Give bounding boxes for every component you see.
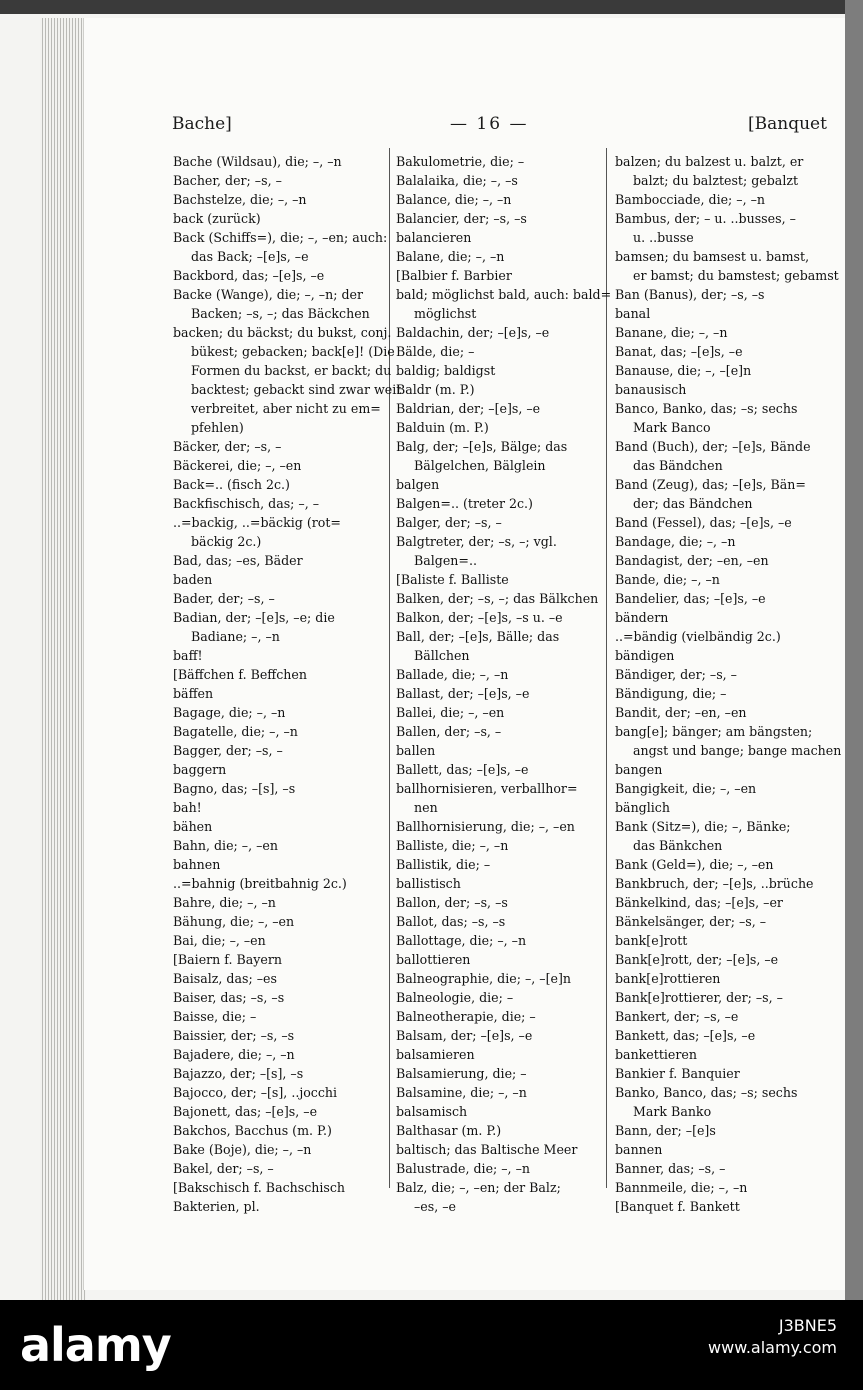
dictionary-entry: Banat, das; –[e]s, –e (615, 344, 743, 359)
dictionary-entry: banausisch (615, 382, 687, 397)
dictionary-entry: baltisch; das Baltische Meer (396, 1142, 578, 1157)
entry-continuation: –es, –e (414, 1199, 456, 1214)
dictionary-entry: Banause, die; –, –[e]n (615, 363, 752, 378)
entry-continuation: Badiane; –, –n (191, 629, 280, 644)
dictionary-entry: Bäckerei, die; –, –en (173, 458, 302, 473)
dictionary-entry: Bakterien, pl. (173, 1199, 260, 1214)
dictionary-entry: Backe (Wange), die; –, –n; der (173, 287, 364, 302)
entry-continuation: bükest; gebacken; back[e]! (Die (191, 344, 395, 359)
dictionary-entry: Bad, das; –es, Bäder (173, 553, 303, 568)
dictionary-entry: Bank (Sitz=), die; –, Bänke; (615, 819, 791, 834)
entry-continuation: Balgen=.. (414, 553, 477, 568)
dictionary-entry: [Bakschisch f. Bachschisch (173, 1180, 346, 1195)
dictionary-entry: Balsam, der; –[e]s, –e (396, 1028, 533, 1043)
dictionary-entry: [Banquet f. Bankett (615, 1199, 740, 1214)
dictionary-entry: bah! (173, 800, 202, 815)
dictionary-entry: Ballade, die; –, –n (396, 667, 509, 682)
header-last-word: [Banquet (748, 114, 827, 134)
entry-continuation: möglichst (414, 306, 477, 321)
entry-continuation: balzt; du balztest; gebalzt (633, 173, 799, 188)
dictionary-entry: bank[e]rottieren (615, 971, 721, 986)
dictionary-entry: baldig; baldigst (396, 363, 496, 378)
dictionary-entry: ..=bahnig (breitbahnig 2c.) (173, 876, 347, 891)
dictionary-entry: Ban (Banus), der; –s, –s (615, 287, 765, 302)
dictionary-entry: balzen; du balzest u. balzt, er (615, 154, 804, 169)
dictionary-entry: Bandagist, der; –en, –en (615, 553, 769, 568)
dictionary-entry: ballhornisieren, verballhor= (396, 781, 578, 796)
dictionary-entry: Bambocciade, die; –, –n (615, 192, 766, 207)
dictionary-entry: Bank[e]rott, der; –[e]s, –e (615, 952, 779, 967)
site-url: www.alamy.com (708, 1338, 837, 1357)
dictionary-entry: Bajocco, der; –[s], ..jocchi (173, 1085, 338, 1100)
entry-continuation: Bälgelchen, Bälglein (414, 458, 546, 473)
dictionary-entry: Baldr (m. P.) (396, 382, 475, 397)
entry-continuation: Mark Banko (633, 1104, 712, 1119)
dictionary-entry: Bäcker, der; –s, – (173, 439, 282, 454)
dictionary-entry: Bader, der; –s, – (173, 591, 275, 606)
dictionary-entry: Ballen, der; –s, – (396, 724, 502, 739)
dictionary-entry: Ballast, der; –[e]s, –e (396, 686, 530, 701)
dictionary-entry: Bande, die; –, –n (615, 572, 720, 587)
dictionary-entry: Banane, die; –, –n (615, 325, 728, 340)
dictionary-entry: Balkon, der; –[e]s, –s u. –e (396, 610, 563, 625)
dictionary-entry: balancieren (396, 230, 472, 245)
dictionary-entry: Back (Schiffs=), die; –, –en; auch: (173, 230, 388, 245)
dictionary-entry: ballistisch (396, 876, 461, 891)
dictionary-entry: Balduin (m. P.) (396, 420, 489, 435)
dictionary-entry: Balg, der; –[e]s, Bälge; das (396, 439, 568, 454)
dictionary-entry: bändern (615, 610, 669, 625)
entry-continuation: bäckig 2c.) (191, 534, 262, 549)
dictionary-entry: Bajonett, das; –[e]s, –e (173, 1104, 318, 1119)
dictionary-entry: Bagage, die; –, –n (173, 705, 286, 720)
entry-continuation: Bällchen (414, 648, 470, 663)
dictionary-entry: Balane, die; –, –n (396, 249, 505, 264)
header-first-word: Bache] (172, 114, 232, 134)
dictionary-entry: ..=bändig (vielbändig 2c.) (615, 629, 781, 644)
dictionary-entry: Bankier f. Banquier (615, 1066, 740, 1081)
dictionary-entry: bäffen (173, 686, 214, 701)
dictionary-entry: Balalaika, die; –, –s (396, 173, 518, 188)
dictionary-entry: balsamieren (396, 1047, 475, 1062)
entry-continuation: das Bändchen (633, 458, 723, 473)
dictionary-entry: Balsamierung, die; – (396, 1066, 527, 1081)
dictionary-entry: Bandelier, das; –[e]s, –e (615, 591, 766, 606)
dictionary-entry: Bakulometrie, die; – (396, 154, 525, 169)
dictionary-entry: [Bäffchen f. Beffchen (173, 667, 307, 682)
dictionary-entry: Ballot, das; –s, –s (396, 914, 506, 929)
dictionary-entry: [Balbier f. Barbier (396, 268, 512, 283)
dictionary-entry: Ballon, der; –s, –s (396, 895, 508, 910)
dictionary-entry: Baissier, der; –s, –s (173, 1028, 295, 1043)
dictionary-entry: Bankett, das; –[e]s, –e (615, 1028, 756, 1043)
entry-continuation: Backen; –s, –; das Bäckchen (191, 306, 370, 321)
image-reference (708, 1315, 837, 1359)
dictionary-entry: balgen (396, 477, 440, 492)
dictionary-entry: Bagatelle, die; –, –n (173, 724, 298, 739)
entry-continuation: der; das Bändchen (633, 496, 753, 511)
dictionary-entry: Baldrian, der; –[e]s, –e (396, 401, 541, 416)
dictionary-entry: Bändiger, der; –s, – (615, 667, 737, 682)
dictionary-entry: [Baiern f. Bayern (173, 952, 282, 967)
dictionary-entry: bahnen (173, 857, 221, 872)
page-number: — 16 — (450, 114, 529, 134)
dictionary-entry: Bangigkeit, die; –, –en (615, 781, 757, 796)
dictionary-entry: Backfischisch, das; –, – (173, 496, 320, 511)
dictionary-entry: bangen (615, 762, 663, 777)
dictionary-entry: Banko, Banco, das; –s; sechs (615, 1085, 798, 1100)
dictionary-entry: Baldachin, der; –[e]s, –e (396, 325, 550, 340)
entry-continuation: er bamst; du bamstest; gebamst (633, 268, 839, 283)
dictionary-entry: bändigen (615, 648, 675, 663)
entry-continuation: das Bänkchen (633, 838, 723, 853)
dictionary-entry: Balken, der; –s, –; das Bälkchen (396, 591, 599, 606)
dictionary-entry: Balliste, die; –, –n (396, 838, 509, 853)
dictionary-entry: Baiser, das; –s, –s (173, 990, 285, 1005)
dictionary-entry: Bake (Boje), die; –, –n (173, 1142, 312, 1157)
entry-continuation: pfehlen) (191, 420, 244, 435)
entry-continuation: backtest; gebackt sind zwar weit (191, 382, 402, 397)
dictionary-entry: baden (173, 572, 213, 587)
dictionary-entry: bankettieren (615, 1047, 697, 1062)
dictionary-entry: Bälde, die; – (396, 344, 475, 359)
dictionary-entry: [Baliste f. Balliste (396, 572, 509, 587)
dictionary-entry: Bakchos, Bacchus (m. P.) (173, 1123, 332, 1138)
entry-continuation: Mark Banco (633, 420, 711, 435)
dictionary-entry: bänglich (615, 800, 670, 815)
dictionary-entry: Band (Zeug), das; –[e]s, Bän= (615, 477, 806, 492)
dictionary-entry: balsamisch (396, 1104, 468, 1119)
dictionary-entry: ballottieren (396, 952, 471, 967)
dictionary-entry: Bank[e]rottierer, der; –s, – (615, 990, 783, 1005)
dictionary-entry: backen; du bäckst; du bukst, conj. (173, 325, 392, 340)
entry-continuation: das Back; –[e]s, –e (191, 249, 309, 264)
dictionary-entry: Bai, die; –, –en (173, 933, 266, 948)
dictionary-entry: Bänkelsänger, der; –s, – (615, 914, 767, 929)
dictionary-entry: Band (Buch), der; –[e]s, Bände (615, 439, 811, 454)
entry-continuation: Formen du backst, er backt; du (191, 363, 392, 378)
dictionary-entry: bang[e]; bänger; am bängsten; (615, 724, 813, 739)
entry-continuation: angst und bange; bange machen (633, 743, 842, 758)
dictionary-entry: Balneographie, die; –, –[e]n (396, 971, 571, 986)
entry-continuation: verbreitet, aber nicht zu em= (191, 401, 381, 416)
dictionary-entry: Bagger, der; –s, – (173, 743, 283, 758)
column-2 (396, 152, 618, 1216)
dictionary-entry: Back=.. (fisch 2c.) (173, 477, 290, 492)
dictionary-entry: Backbord, das; –[e]s, –e (173, 268, 325, 283)
entry-continuation: u. ..busse (633, 230, 694, 245)
dictionary-entry: Ballei, die; –, –en (396, 705, 505, 720)
dictionary-entry: Banner, das; –s, – (615, 1161, 726, 1176)
dictionary-entry: Band (Fessel), das; –[e]s, –e (615, 515, 792, 530)
dictionary-entry: Bahn, die; –, –en (173, 838, 278, 853)
dictionary-entry: Balgtreter, der; –s, –; vgl. (396, 534, 557, 549)
dictionary-entry: Bacher, der; –s, – (173, 173, 282, 188)
dictionary-entry: Badian, der; –[e]s, –e; die (173, 610, 335, 625)
dictionary-entry: Balsamine, die; –, –n (396, 1085, 527, 1100)
dictionary-entry: Bahre, die; –, –n (173, 895, 276, 910)
dictionary-entry: Ballistik, die; – (396, 857, 491, 872)
dictionary-entry: ..=backig, ..=bäckig (rot= (173, 515, 341, 530)
dictionary-entry: bank[e]rott (615, 933, 688, 948)
dictionary-entry: Balneologie, die; – (396, 990, 514, 1005)
dictionary-entry: Ballett, das; –[e]s, –e (396, 762, 529, 777)
dictionary-entry: Ball, der; –[e]s, Bälle; das (396, 629, 560, 644)
book-top-edge (0, 0, 863, 14)
dictionary-entry: Balger, der; –s, – (396, 515, 502, 530)
dictionary-entry: Balancier, der; –s, –s (396, 211, 527, 226)
entry-continuation: nen (414, 800, 438, 815)
dictionary-entry: Bajadere, die; –, –n (173, 1047, 295, 1062)
dictionary-entry: Balance, die; –, –n (396, 192, 512, 207)
dictionary-entry: Banco, Banko, das; –s; sechs (615, 401, 798, 416)
dictionary-entry: Bachstelze, die; –, –n (173, 192, 307, 207)
dictionary-entry: Bänkelkind, das; –[e]s, –er (615, 895, 783, 910)
dictionary-entry: Bändigung, die; – (615, 686, 727, 701)
dictionary-entry: Balgen=.. (treter 2c.) (396, 496, 533, 511)
dictionary-entry: Bagno, das; –[s], –s (173, 781, 296, 796)
dictionary-entry: Balneotherapie, die; – (396, 1009, 536, 1024)
dictionary-entry: Bajazzo, der; –[s], –s (173, 1066, 304, 1081)
dictionary-entry: Bannmeile, die; –, –n (615, 1180, 748, 1195)
dictionary-entry: bähen (173, 819, 213, 834)
dictionary-entry: Ballottage, die; –, –n (396, 933, 527, 948)
dictionary-entry: baggern (173, 762, 227, 777)
dictionary-entry: back (zurück) (173, 211, 261, 226)
dictionary-entry: ballen (396, 743, 436, 758)
book-right-edge (845, 0, 863, 1300)
dictionary-entry: banal (615, 306, 651, 321)
dictionary-entry: Baisse, die; – (173, 1009, 257, 1024)
dictionary-entry: Bann, der; –[e]s (615, 1123, 716, 1138)
dictionary-entry: Balustrade, die; –, –n (396, 1161, 530, 1176)
column-3 (615, 152, 842, 1216)
dictionary-entry: Balthasar (m. P.) (396, 1123, 502, 1138)
dictionary-entry: Bandit, der; –en, –en (615, 705, 747, 720)
dictionary-entry: Bank (Geld=), die; –, –en (615, 857, 774, 872)
dictionary-entry: Baisalz, das; –es (173, 971, 277, 986)
dictionary-entry: Bankert, der; –s, –e (615, 1009, 739, 1024)
running-header (0, 114, 863, 138)
dictionary-entry: Bambus, der; – u. ..busses, – (615, 211, 796, 226)
page-edges (40, 18, 86, 1300)
image-id: J3BNE5 (778, 1316, 837, 1335)
dictionary-entry: Bakel, der; –s, – (173, 1161, 274, 1176)
dictionary-entry: Bankbruch, der; –[e]s, ..brüche (615, 876, 814, 891)
dictionary-entry: Bache (Wildsau), die; –, –n (173, 154, 342, 169)
dictionary-entry: Bähung, die; –, –en (173, 914, 295, 929)
dictionary-entry: Bandage, die; –, –n (615, 534, 736, 549)
dictionary-entry: bald; möglichst bald, auch: bald= (396, 287, 612, 302)
dictionary-entry: Ballhornisierung, die; –, –en (396, 819, 575, 834)
column-1 (173, 152, 402, 1216)
dictionary-entry: baff! (173, 648, 203, 663)
alamy-logo: alamy (20, 1318, 171, 1372)
dictionary-entry: Balz, die; –, –en; der Balz; (396, 1180, 561, 1195)
dictionary-entry: bamsen; du bamsest u. bamst, (615, 249, 810, 264)
dictionary-entry: bannen (615, 1142, 663, 1157)
